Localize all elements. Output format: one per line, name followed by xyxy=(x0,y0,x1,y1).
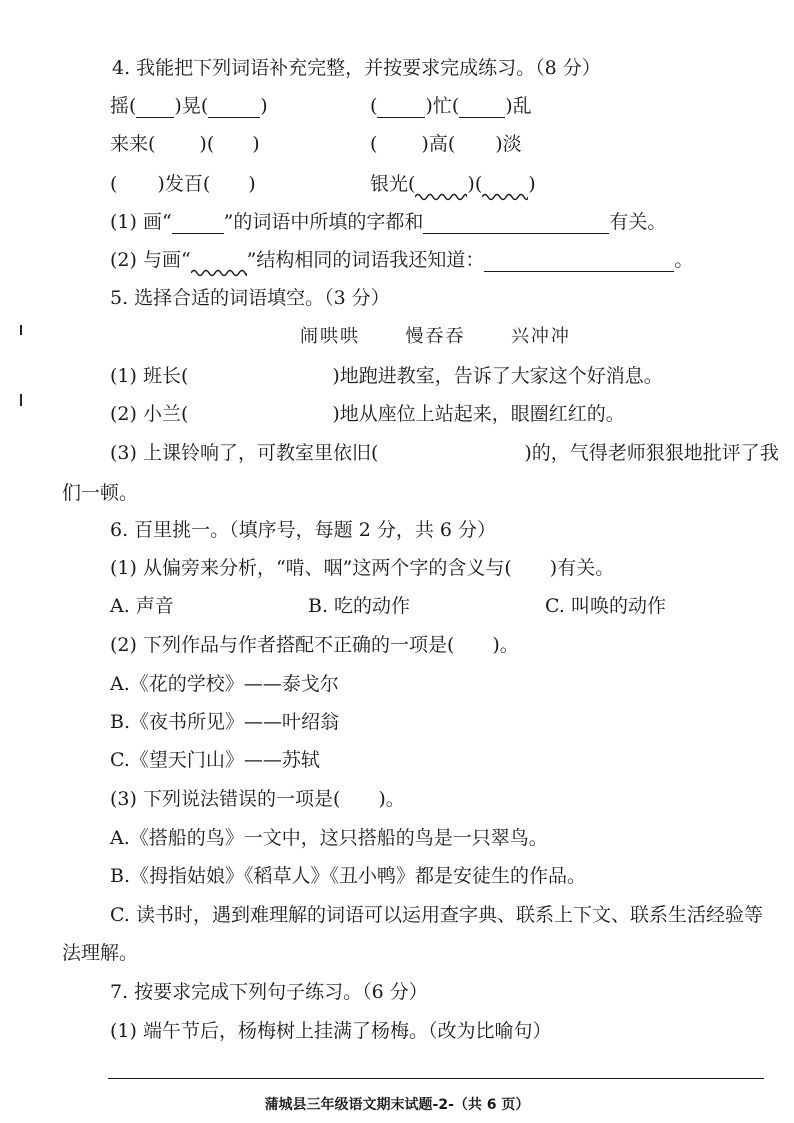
q5-s2: (2) 小兰( )地从座位上站起来，眼圈红红的。 xyxy=(110,403,625,425)
q5-title: 5. 选择合适的词语填空。（3 分） xyxy=(110,287,390,309)
answer-line[interactable] xyxy=(484,251,674,272)
q4-sub2: (2) 与画“ ”结构相同的词语我还知道： 。 xyxy=(110,248,693,272)
q6-p1-option-c: C. 叫唤的动作 xyxy=(545,595,666,617)
q6-p2-c: C.《望天门山》——苏轼 xyxy=(110,749,320,771)
q5-s3-cont: 们一顿。 xyxy=(62,482,139,504)
q6-p1-option-a: A. 声音 xyxy=(110,595,174,617)
blank[interactable] xyxy=(459,97,505,118)
wavy-blank[interactable] xyxy=(482,176,528,196)
option-2: 慢吞吞 xyxy=(405,326,466,347)
q4-row3-left: ( )发百( ) xyxy=(110,173,256,195)
q6-p3-a: A.《搭船的鸟》一文中，这只搭船的鸟是一只翠鸟。 xyxy=(110,827,548,849)
q6-title: 6. 百里挑一。（填序号，每题 2 分，共 6 分） xyxy=(110,519,497,541)
q4-row1-left: 摇( )晃( ) xyxy=(110,95,268,117)
scan-mark xyxy=(20,325,22,335)
q6-p1: (1) 从偏旁来分析，“啃、咽”这两个字的含义与( )有关。 xyxy=(110,557,615,579)
q5-s1: (1) 班长( )地跑进教室，告诉了大家这个好消息。 xyxy=(110,365,663,387)
q4-row2-right: ( )高( )淡 xyxy=(370,133,522,155)
q6-p3: (3) 下列说法错误的一项是( )。 xyxy=(110,788,405,810)
q5-options xyxy=(300,325,571,349)
q6-p2: (2) 下列作品与作者搭配不正确的一项是( )。 xyxy=(110,634,519,656)
q6-p2-a: A.《花的学校》——泰戈尔 xyxy=(110,673,339,695)
scan-mark xyxy=(20,394,22,406)
wavy-blank[interactable] xyxy=(415,176,467,196)
q4-title: 4. 我能把下列词语补充完整，并按要求完成练习。（8 分） xyxy=(112,57,601,79)
blank[interactable] xyxy=(208,97,260,118)
blank[interactable] xyxy=(136,97,174,118)
answer-rule[interactable] xyxy=(108,1078,764,1079)
blank[interactable] xyxy=(377,97,425,118)
q4-row1-right: ( )忙( )乱 xyxy=(370,95,532,117)
option-3: 兴冲冲 xyxy=(510,326,571,347)
q7-p1: (1) 端午节后，杨梅树上挂满了杨梅。（改为比喻句） xyxy=(110,1020,552,1042)
q6-p1-option-b: B. 吃的动作 xyxy=(308,595,411,617)
q6-p3-c: C. 读书时，遇到难理解的词语可以运用查字典、联系上下文、联系生活经验等 xyxy=(110,904,763,926)
q4-row3-right: 银光( )( ) xyxy=(370,172,536,196)
straight-line-sample xyxy=(172,213,224,234)
q4-sub1: (1) 画“ ”的词语中所填的字都和 有关。 xyxy=(110,211,667,233)
q6-p3-c-cont: 法理解。 xyxy=(62,942,139,964)
q5-s3: (3) 上课铃响了，可教室里依旧( )的，气得老师狠狠地批评了我 xyxy=(110,442,779,464)
q6-p2-b: B.《夜书所见》——叶绍翁 xyxy=(110,711,340,733)
answer-line[interactable] xyxy=(423,213,609,234)
wavy-line-sample xyxy=(191,252,247,272)
q4-row2-left: 来来( )( ) xyxy=(110,133,260,155)
q7-title: 7. 按要求完成下列句子练习。（6 分） xyxy=(110,981,428,1003)
option-1: 闹哄哄 xyxy=(300,326,360,347)
q6-p3-b: B.《拇指姑娘》《稻草人》《丑小鸭》都是安徒生的作品。 xyxy=(110,865,587,887)
page-footer: 蒲城县三年级语文期末试题-2-（共 6 页） xyxy=(264,1097,530,1113)
